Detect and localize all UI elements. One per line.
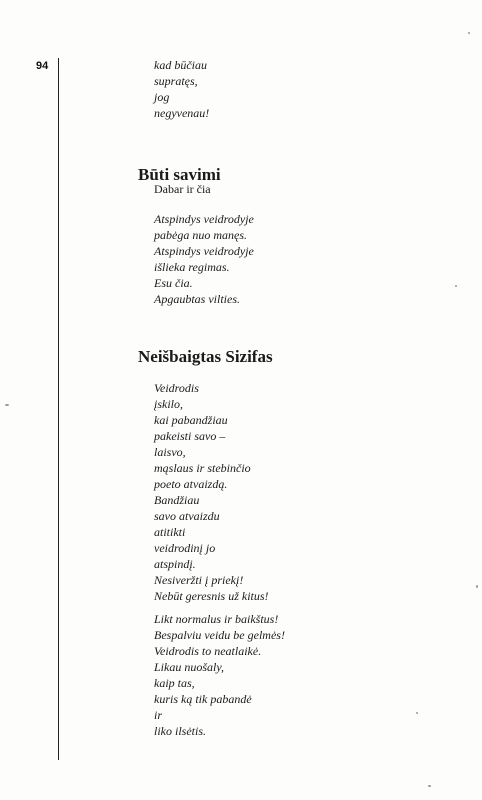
poem2-stanza-2	[154, 611, 285, 739]
verse-line: liko ilsėtis.	[154, 724, 206, 738]
verse-line: Veidrodis to neatlaikė.	[154, 644, 262, 658]
verse-line: atspindį.	[154, 557, 196, 571]
scan-speck	[476, 585, 478, 588]
verse-line: jog	[154, 90, 170, 104]
poem1-stanza	[154, 211, 254, 307]
verse-line: kuris ką tik pabandė	[154, 692, 252, 706]
verse-line: atitikti	[154, 525, 186, 539]
poem-subtitle: Dabar ir čia	[154, 182, 211, 196]
verse-line: Atspindys veidrodyje	[154, 212, 254, 226]
verse-line: supratęs,	[154, 74, 198, 88]
verse-line: savo atvaizdu	[154, 509, 220, 523]
verse-line: Likt normalus ir baikštus!	[154, 612, 279, 626]
scan-speck	[5, 404, 9, 406]
verse-line: Nebūt geresnis už kitus!	[154, 589, 269, 603]
verse-line: įskilo,	[154, 397, 183, 411]
verse-line: kad būčiau	[154, 58, 207, 72]
margin-rule	[58, 58, 59, 760]
verse-line: Veidrodis	[154, 381, 199, 395]
verse-line: Nesiveržti į priekį!	[154, 573, 244, 587]
intro-stanza	[154, 57, 209, 121]
verse-line: Apgaubtas vilties.	[154, 292, 240, 306]
poem-title: Neišbaigtas Sizifas	[138, 347, 273, 366]
page-number: 94	[36, 60, 49, 72]
verse-line: Likau nuošaly,	[154, 660, 225, 674]
verse-line: laisvo,	[154, 445, 186, 459]
verse-line: negyvenau!	[154, 106, 210, 120]
verse-line: veidrodinį jo	[154, 541, 216, 555]
verse-line: pakeisti savo –	[154, 429, 226, 443]
verse-line: ir	[154, 708, 163, 722]
verse-line: Atspindys veidrodyje	[154, 244, 254, 258]
verse-line: Esu čia.	[154, 276, 193, 290]
verse-line: Bandžiau	[154, 493, 200, 507]
poem-title: Būti savimi	[138, 165, 221, 184]
scan-speck	[455, 285, 457, 287]
poem2-stanza-1	[154, 380, 269, 604]
scan-speck	[468, 32, 470, 34]
verse-line: kai pabandžiau	[154, 413, 228, 427]
scan-speck	[428, 785, 431, 787]
verse-line: kaip tas,	[154, 676, 195, 690]
verse-line: išlieka regimas.	[154, 260, 230, 274]
verse-line: poeto atvaizdą.	[154, 477, 228, 491]
verse-line: mąslaus ir stebinčio	[154, 461, 251, 475]
scan-speck	[416, 712, 418, 714]
verse-line: Bespalviu veidu be gelmės!	[154, 628, 285, 642]
verse-line: pabėga nuo manęs.	[154, 228, 247, 242]
